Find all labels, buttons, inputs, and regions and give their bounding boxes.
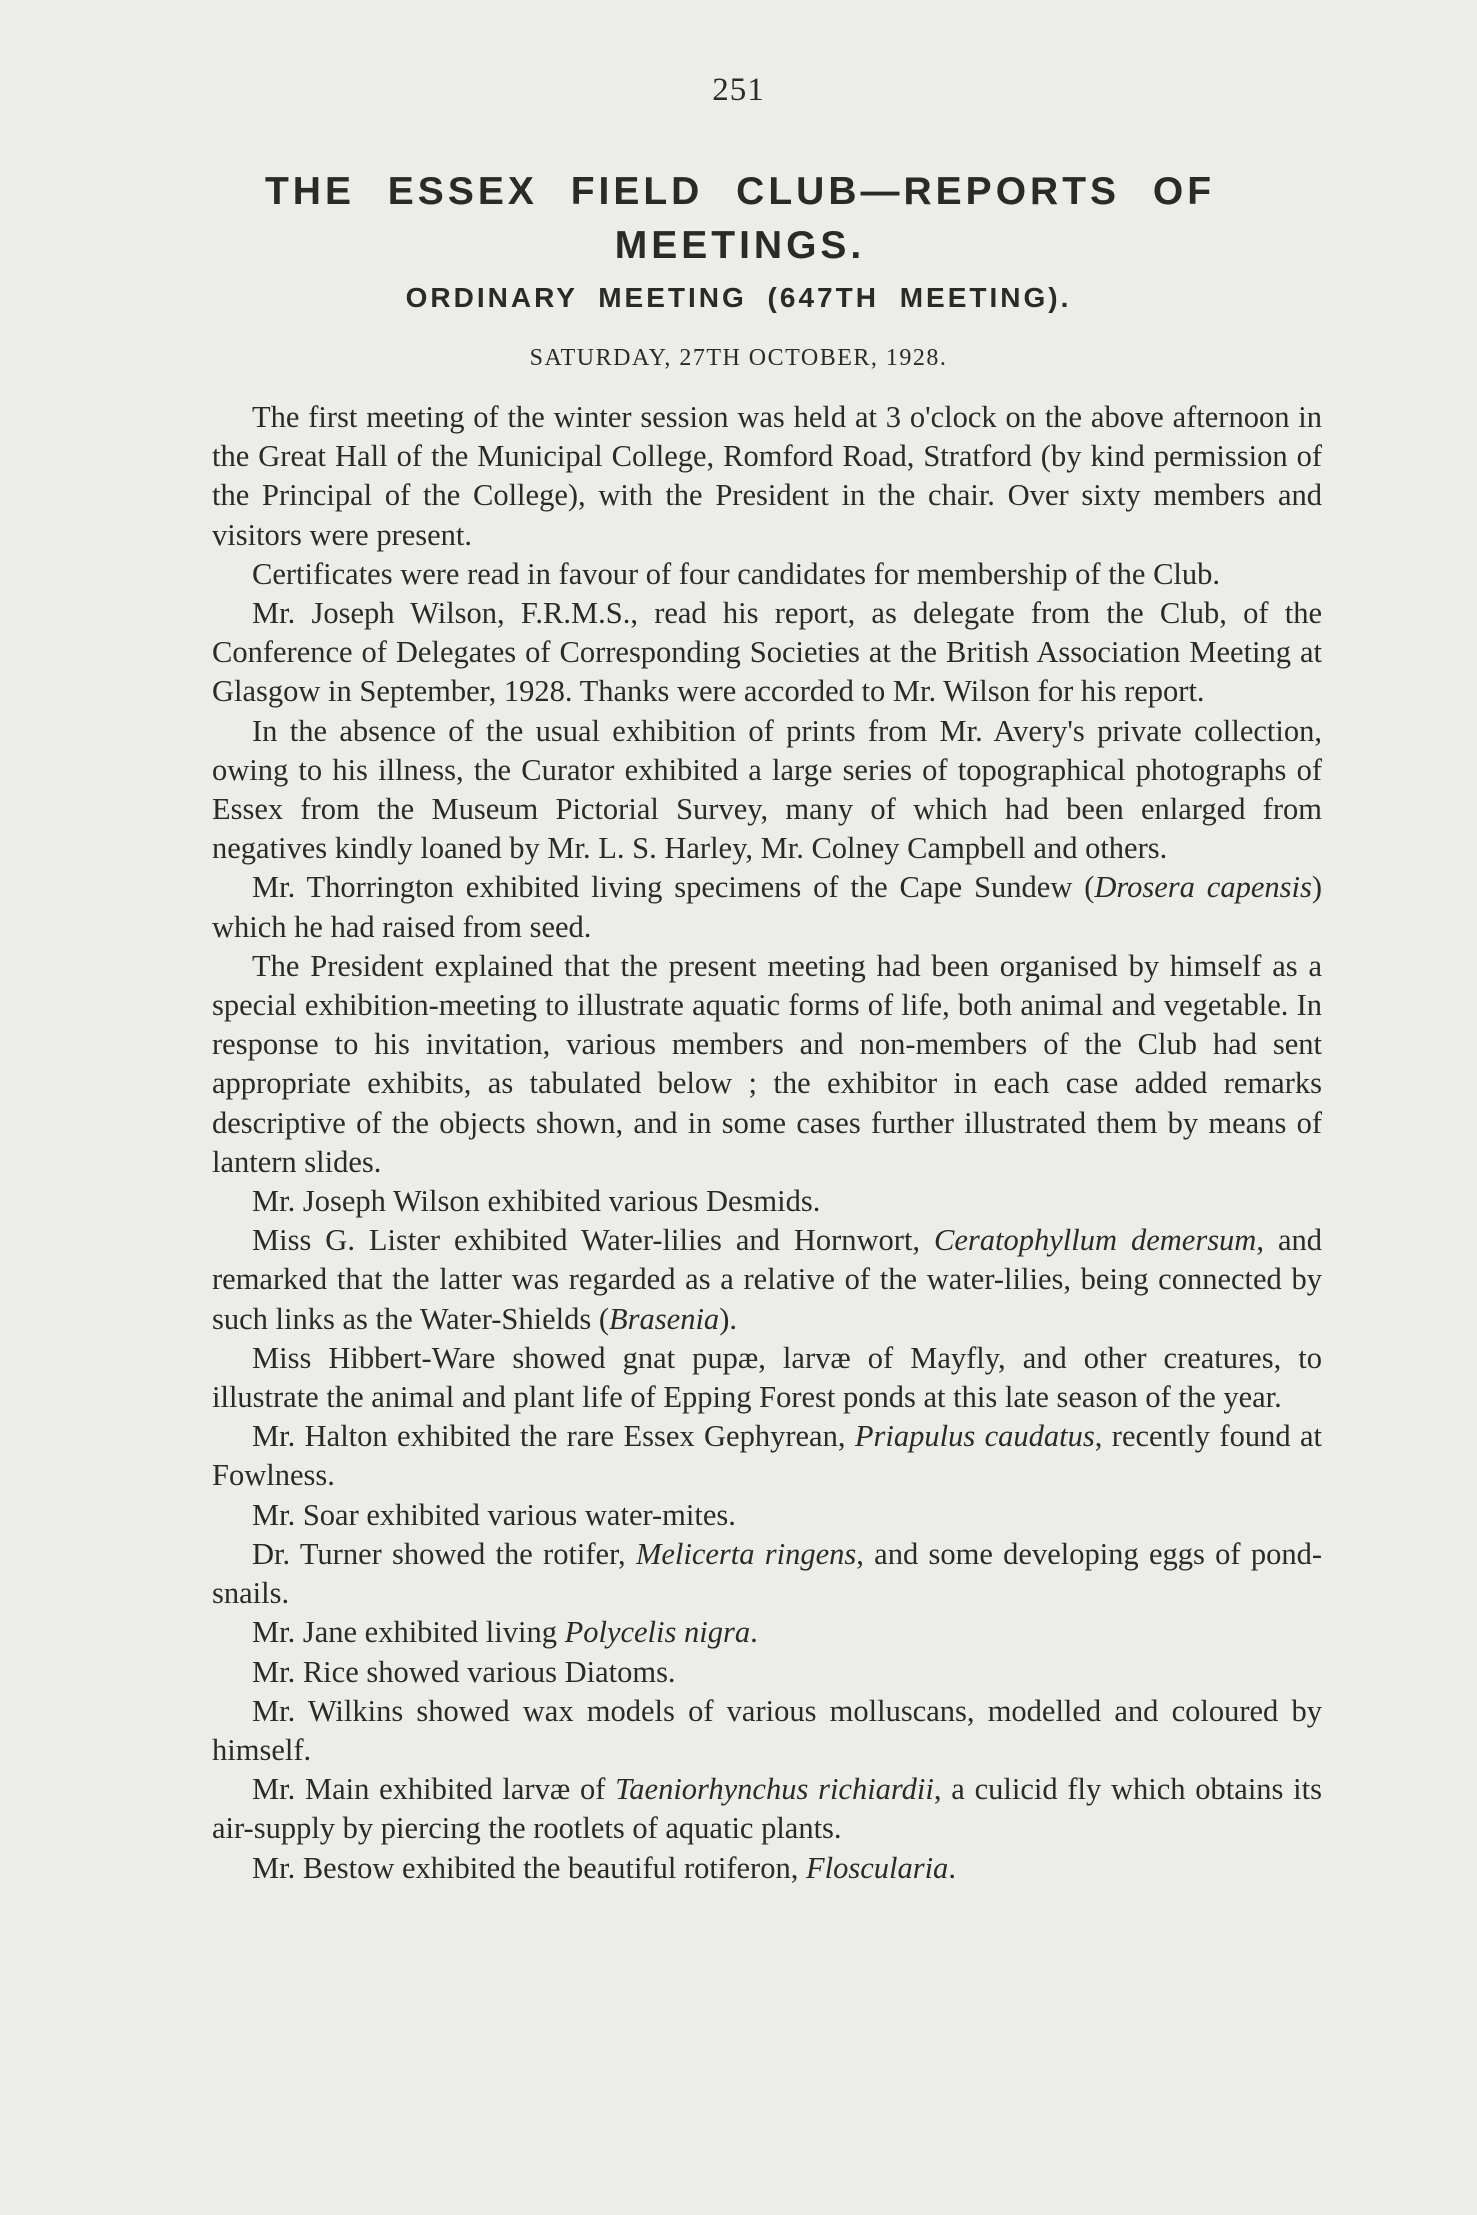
- species-name: Taeniorhynchus richiardii: [615, 1772, 934, 1807]
- paragraph: Certificates were read in favour of four candidates for membership of the Club.: [252, 556, 1221, 591]
- paragraph: [212, 1849, 1322, 1888]
- paragraph-text: , and remarked that the latter was regarded as a relative of the water-lilies, being connected by such links as the Water-Shields (: [212, 1223, 1322, 1336]
- paragraph: Mr. Wilkins showed wax models of various molluscans, modelled and coloured by himself.: [212, 1693, 1322, 1767]
- paragraph: The first meeting of the winter session was held at 3 o'clock on the above afternoon in the Great Hall of the Municipal College, Romford Road, Stratford (by kind permission of the Principal of the College), with the President in the chair. Over sixty members and visitors were present.: [212, 400, 1322, 552]
- paragraph-text: Mr. Halton exhibited the rare Essex Gephyrean,: [252, 1419, 855, 1454]
- species-name: Drosera capensis: [1094, 870, 1312, 905]
- species-name: Floscularia: [805, 1850, 949, 1885]
- paragraph: [212, 1221, 1322, 1339]
- paragraph-text: , and some developing eggs of pond-snails.: [212, 1536, 1322, 1611]
- species-name: Melicerta ringens: [635, 1536, 857, 1571]
- species-name: Polycelis nigra: [564, 1615, 751, 1650]
- paragraph: The President explained that the present meeting had been organised by himself as a special exhibition-meeting to illustrate aquatic forms of life, both animal and vegetable. In response to his invitation, various members and non-members of the Club had sent appropriate exhibits, as tabulated below ; the exhibitor in each case added remarks descriptive of the objects shown, and in some cases further illustrated them by means of lantern slides.: [212, 948, 1322, 1179]
- paragraph: Mr. Soar exhibited various water-mites.: [252, 1497, 736, 1532]
- paragraph-text: , recently found at Fowlness.: [212, 1419, 1323, 1493]
- paragraph-text: Mr. Bestow exhibited the beautiful rotiferon,: [252, 1850, 806, 1885]
- paragraph-text: ).: [719, 1301, 737, 1336]
- paragraph: [212, 1613, 1322, 1652]
- paragraph: [212, 868, 1322, 946]
- paragraph: [212, 1535, 1322, 1613]
- paragraph-text: Mr. Thorrington exhibited living specimens of the Cape Sundew (: [252, 870, 1095, 905]
- meeting-subtitle: ORDINARY MEETING (647TH MEETING).: [405, 282, 1072, 313]
- paragraph-text: Miss G. Lister exhibited Water-lilies and Hornwort,: [252, 1223, 935, 1258]
- species-name: Ceratophyllum demersum: [934, 1223, 1257, 1258]
- paragraph-text: Mr. Main exhibited larvæ of: [252, 1772, 616, 1807]
- paragraph: [212, 1417, 1322, 1495]
- paragraph: Miss Hibbert-Ware showed gnat pupæ, larvæ of Mayfly, and other creatures, to illustrate the animal and plant life of Epping Forest ponds at this late season of the year.: [212, 1340, 1322, 1415]
- paragraph: Mr. Joseph Wilson, F.R.M.S., read his report, as delegate from the Club, of the Conference of Delegates of Corresponding Societies at the British Association Meeting at Glasgow in September, 1928. Thanks were accorded to Mr. Wilson for his report.: [212, 596, 1322, 709]
- paragraph-text: Dr. Turner showed the rotifer,: [252, 1536, 636, 1571]
- paragraph-text: , a culicid fly which obtains its air-supply by piercing the rootlets of aquatic plants.: [212, 1772, 1322, 1846]
- paragraph: Mr. Rice showed various Diatoms.: [252, 1654, 676, 1689]
- paragraph-text: .: [948, 1850, 956, 1885]
- paragraph-text: .: [750, 1615, 758, 1650]
- meeting-date: SATURDAY, 27TH OCTOBER, 1928.: [529, 345, 948, 371]
- page-title: THE ESSEX FIELD CLUB—REPORTS OF MEETINGS.: [264, 170, 1216, 267]
- paragraph-text: Mr. Jane exhibited living: [252, 1615, 565, 1650]
- page-number: 251: [712, 72, 765, 108]
- species-name: Brasenia: [609, 1301, 720, 1336]
- species-name: Priapulus caudatus: [854, 1419, 1095, 1454]
- paragraph-text: ) which he had raised from seed.: [212, 870, 1323, 944]
- paragraph: [212, 1770, 1322, 1848]
- paragraph: In the absence of the usual exhibition of prints from Mr. Avery's private collection, owing to his illness, the Curator exhibited a large series of topographical photographs of Essex from the Museum Pictorial Survey, many of which had been enlarged from negatives kindly loaned by Mr. L. S. Harley, Mr. Colney Campbell and others.: [212, 713, 1322, 866]
- paragraph: Mr. Joseph Wilson exhibited various Desmids.: [252, 1184, 821, 1219]
- report-body: [212, 398, 1322, 1888]
